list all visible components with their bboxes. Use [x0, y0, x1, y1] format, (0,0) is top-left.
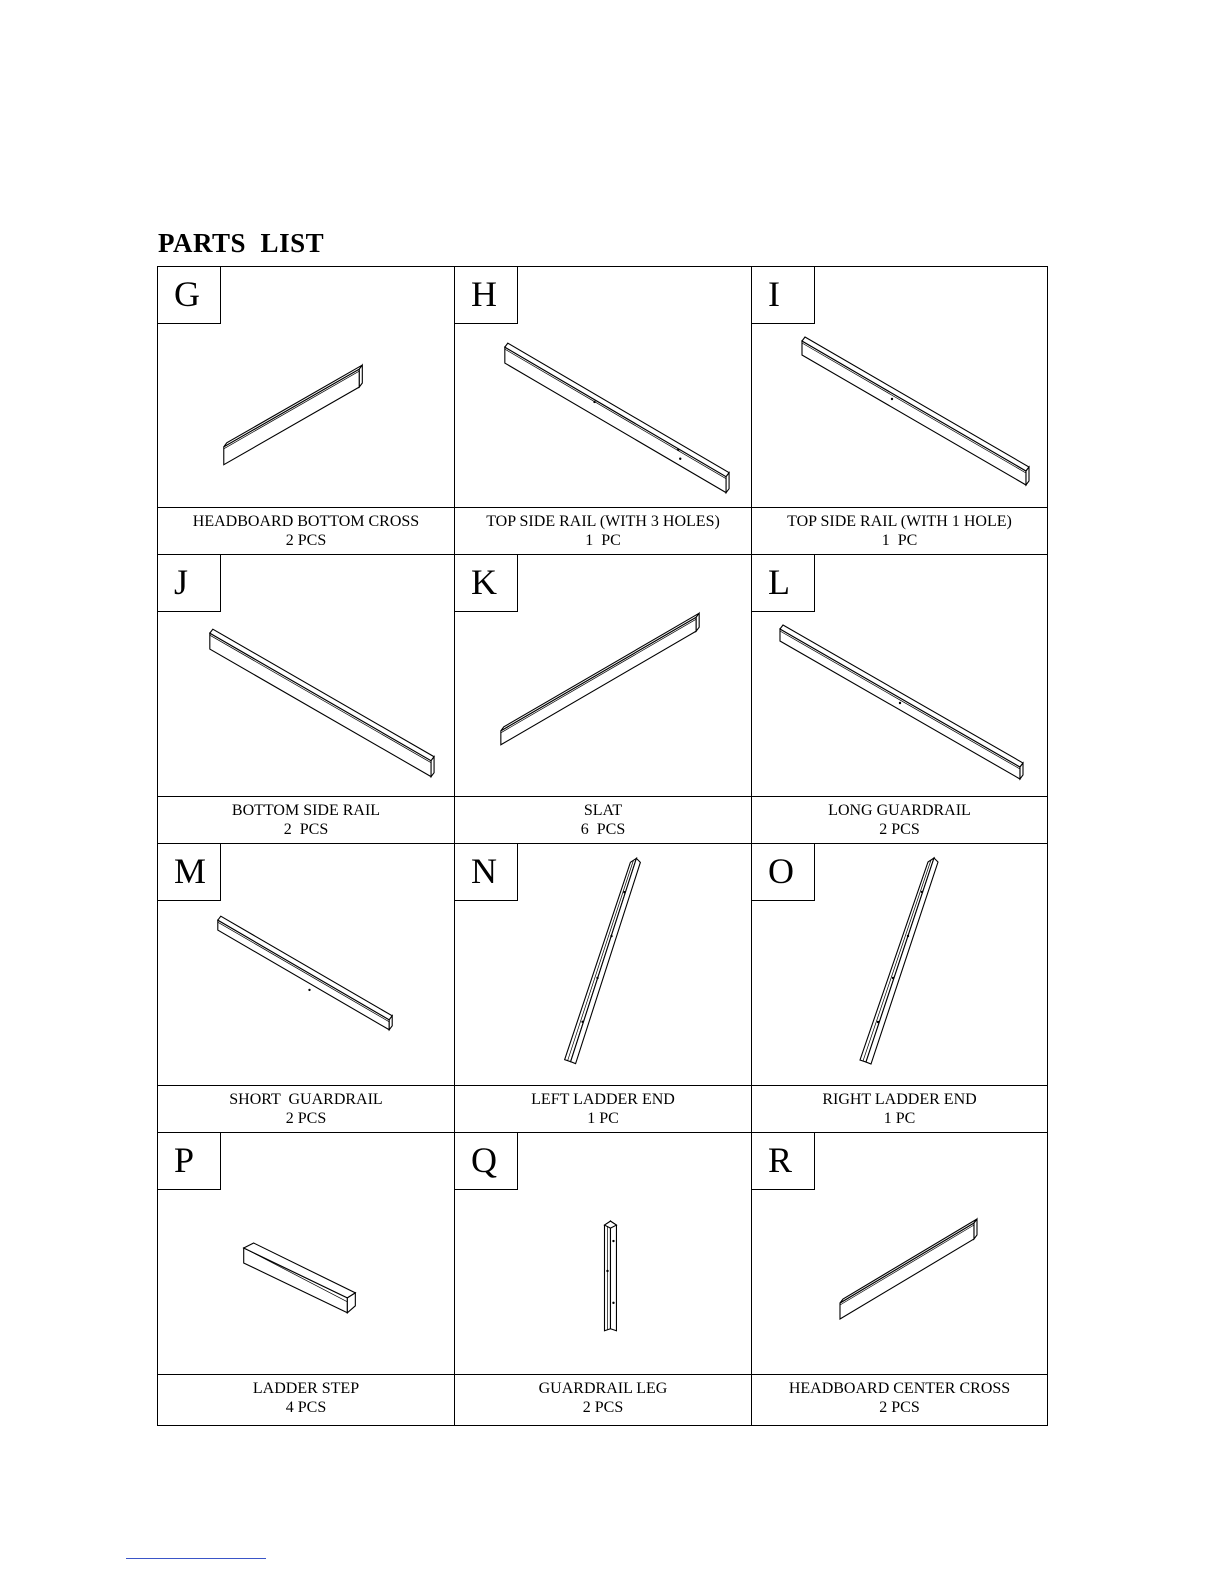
part-label	[158, 507, 454, 554]
part-letter: O	[768, 851, 794, 891]
part-quantity: 1 PC	[883, 1110, 916, 1127]
part-label	[455, 796, 751, 843]
part-cell-p	[158, 1133, 455, 1425]
part-label	[455, 507, 751, 554]
part-label	[752, 796, 1047, 843]
part-cell-g	[158, 267, 455, 555]
part-name: SHORT GUARDRAIL	[229, 1091, 383, 1108]
part-name: TOP SIDE RAIL (WITH 3 HOLES)	[486, 513, 720, 530]
part-name: BOTTOM SIDE RAIL	[231, 802, 381, 819]
part-label	[455, 1374, 751, 1425]
part-letter: J	[174, 562, 189, 602]
part-quantity: 2 PCS	[285, 532, 327, 549]
part-label	[158, 796, 454, 843]
part-name: LADDER STEP	[252, 1380, 360, 1397]
footer-link-line	[126, 1558, 266, 1559]
part-letter-box	[752, 844, 815, 901]
parts-grid	[157, 266, 1048, 1426]
part-name: TOP SIDE RAIL (WITH 1 HOLE)	[787, 513, 1012, 530]
part-cell-r	[752, 1133, 1047, 1425]
page-title: PARTS LIST	[158, 228, 325, 258]
part-name: RIGHT LADDER END	[822, 1091, 977, 1108]
part-letter: I	[768, 274, 780, 314]
part-label	[752, 507, 1047, 554]
part-cell-j	[158, 555, 455, 844]
part-letter-box	[752, 1133, 815, 1190]
part-quantity: 6 PCS	[580, 821, 626, 838]
part-letter: R	[768, 1140, 793, 1180]
part-cell-k	[455, 555, 752, 844]
part-cell-l	[752, 555, 1047, 844]
part-letter: Q	[471, 1140, 497, 1180]
part-letter: H	[471, 274, 497, 314]
part-letter: M	[174, 851, 207, 891]
part-cell-n	[455, 844, 752, 1133]
part-name: LEFT LADDER END	[531, 1091, 675, 1108]
part-name: LONG GUARDRAIL	[828, 802, 971, 819]
part-letter-box	[158, 555, 221, 612]
part-quantity: 2 PCS	[879, 1399, 920, 1416]
part-name: HEADBOARD BOTTOM CROSS	[192, 513, 420, 530]
part-letter-box	[158, 844, 221, 901]
part-label	[158, 1085, 454, 1132]
part-label	[752, 1085, 1047, 1132]
part-quantity: 1 PC	[881, 532, 918, 549]
part-quantity: 2 PCS	[285, 1110, 327, 1127]
part-label	[455, 1085, 751, 1132]
part-quantity: 4 PCS	[285, 1399, 327, 1416]
part-cell-i	[752, 267, 1047, 555]
part-quantity: 1 PC	[585, 532, 621, 549]
part-quantity: 2 PCS	[283, 821, 329, 838]
part-quantity: 1 PC	[587, 1110, 619, 1127]
part-letter: G	[174, 274, 200, 314]
part-letter: P	[174, 1140, 195, 1180]
part-cell-m	[158, 844, 455, 1133]
part-letter-box	[455, 555, 518, 612]
part-letter-box	[455, 267, 518, 324]
part-cell-o	[752, 844, 1047, 1133]
part-name: HEADBOARD CENTER CROSS	[788, 1380, 1011, 1397]
part-cell-h	[455, 267, 752, 555]
part-quantity: 2 PCS	[582, 1399, 624, 1416]
part-name: GUARDRAIL LEG	[538, 1380, 668, 1397]
part-label	[158, 1374, 454, 1425]
part-letter-box	[158, 267, 221, 324]
part-letter: K	[471, 562, 497, 602]
part-letter-box	[752, 267, 815, 324]
part-name: SLAT	[583, 802, 623, 819]
part-letter: L	[768, 562, 790, 602]
part-letter-box	[158, 1133, 221, 1190]
part-letter-box	[455, 844, 518, 901]
part-letter: N	[471, 851, 497, 891]
part-label	[752, 1374, 1047, 1425]
part-letter-box	[752, 555, 815, 612]
part-letter-box	[455, 1133, 518, 1190]
part-cell-q	[455, 1133, 752, 1425]
part-quantity: 2 PCS	[879, 821, 920, 838]
